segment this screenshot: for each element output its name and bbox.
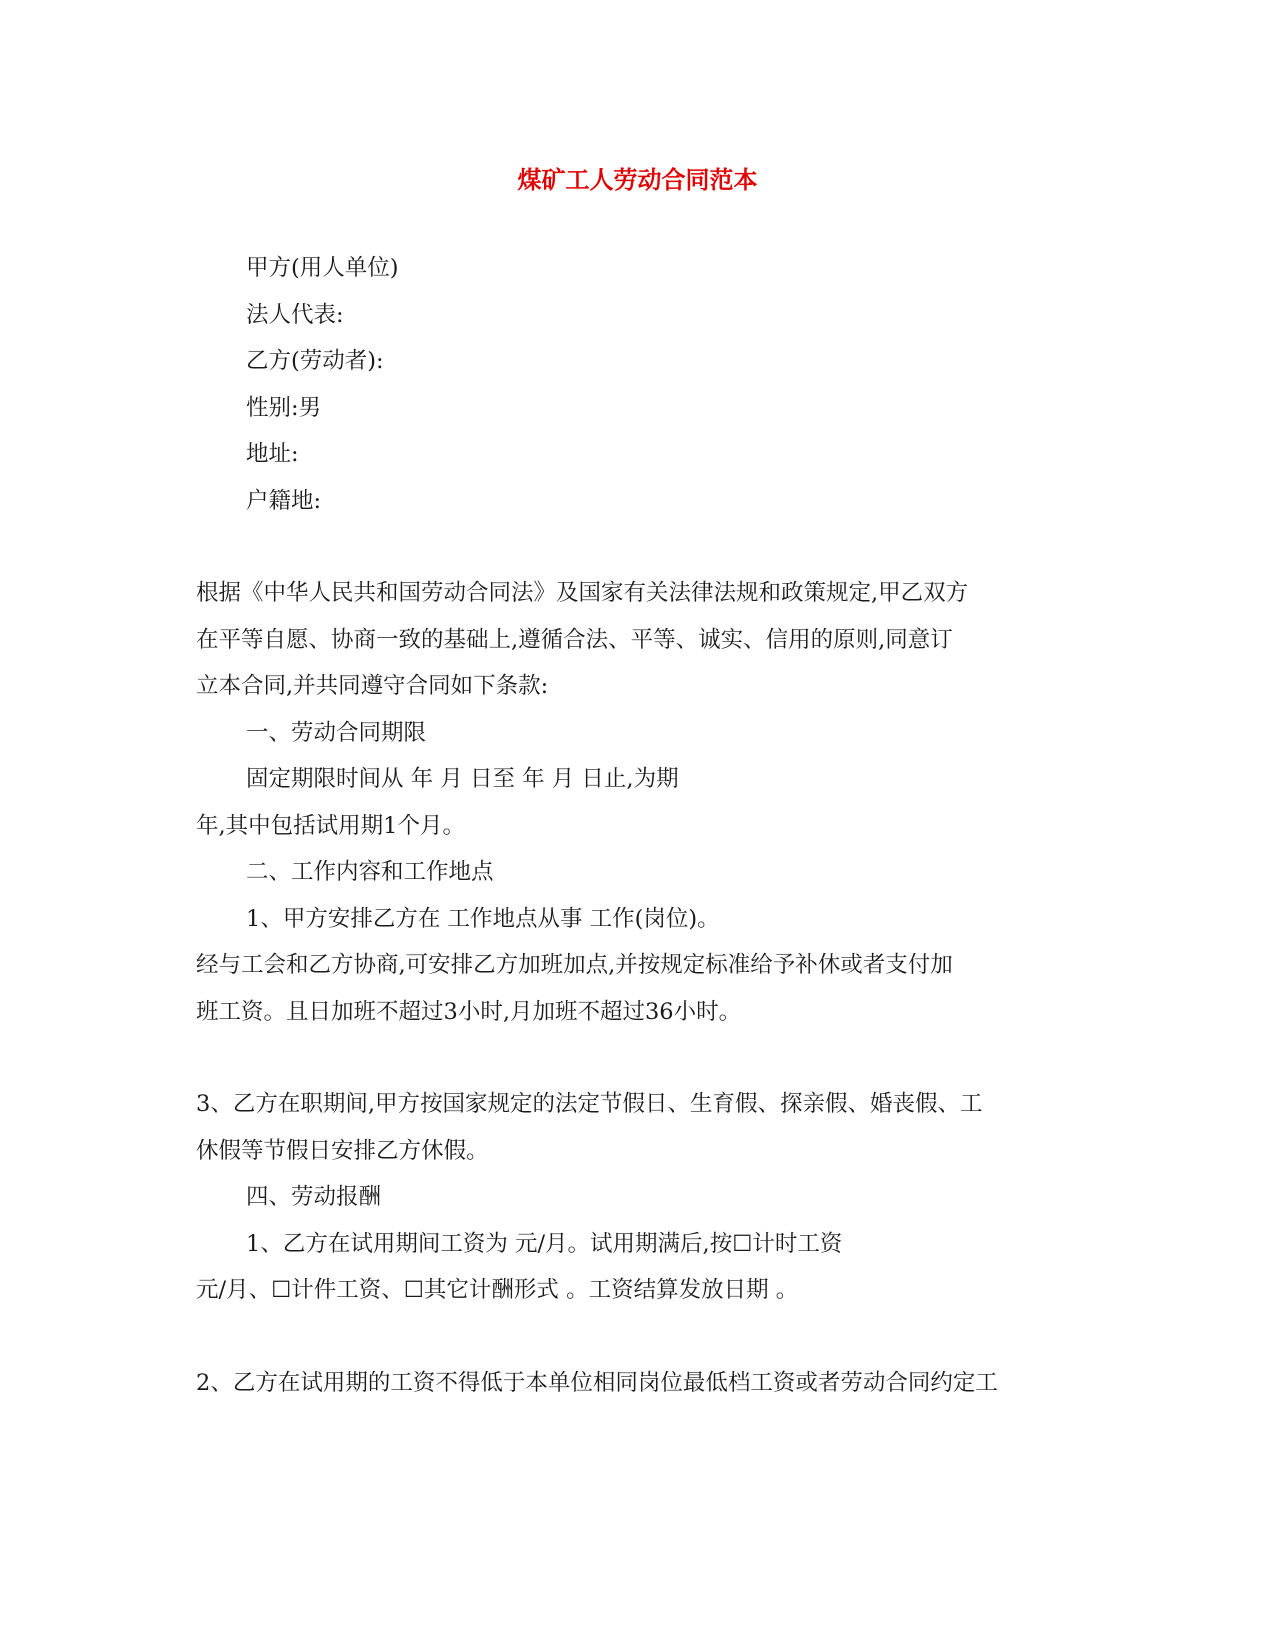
party-employee: 乙方(劳动者): (246, 348, 384, 374)
section-text: 年,其中包括试用期1个月。 (196, 813, 465, 839)
document-title: 煤矿工人劳动合同范本 (517, 165, 758, 194)
party-gender: 性别:男 (246, 395, 322, 421)
party-address: 地址: (246, 441, 299, 467)
section-text: 班工资。且日加班不超过3小时,月加班不超过36小时。 (196, 999, 742, 1025)
party-legal-representative: 法人代表: (246, 302, 344, 328)
preamble-line: 在平等自愿、协商一致的基础上,遵循合法、平等、诚实、信用的原则,同意订 (196, 627, 953, 653)
section-text: 3、乙方在职期间,甲方按国家规定的法定节假日、生育假、探亲假、婚丧假、工 (196, 1091, 983, 1117)
party-employer: 甲方(用人单位) (246, 255, 399, 281)
section-text: 休假等节假日安排乙方休假。 (196, 1138, 489, 1164)
section-text: 1、乙方在试用期间工资为 元/月。试用期满后,按☐计时工资 (246, 1231, 843, 1257)
section-heading-contract-term: 一、劳动合同期限 (246, 720, 427, 746)
section-text: 经与工会和乙方协商,可安排乙方加班加点,并按规定标准给予补休或者支付加 (196, 952, 953, 978)
section-text: 元/月、☐计件工资、☐其它计酬形式 。工资结算发放日期 。 (196, 1277, 799, 1303)
section-text: 2、乙方在试用期的工资不得低于本单位相同岗位最低档工资或者劳动合同约定工 (196, 1370, 998, 1396)
preamble-line: 根据《中华人民共和国劳动合同法》及国家有关法律法规和政策规定,甲乙双方 (196, 580, 969, 606)
preamble-line: 立本合同,并共同遵守合同如下条款: (196, 673, 549, 699)
party-household-registration: 户籍地: (246, 488, 322, 514)
section-text: 1、甲方安排乙方在 工作地点从事 工作(岗位)。 (246, 906, 720, 932)
section-text: 固定期限时间从 年 月 日至 年 月 日止,为期 (246, 766, 679, 792)
section-heading-remuneration: 四、劳动报酬 (246, 1184, 382, 1210)
section-heading-work-content: 二、工作内容和工作地点 (246, 859, 494, 885)
